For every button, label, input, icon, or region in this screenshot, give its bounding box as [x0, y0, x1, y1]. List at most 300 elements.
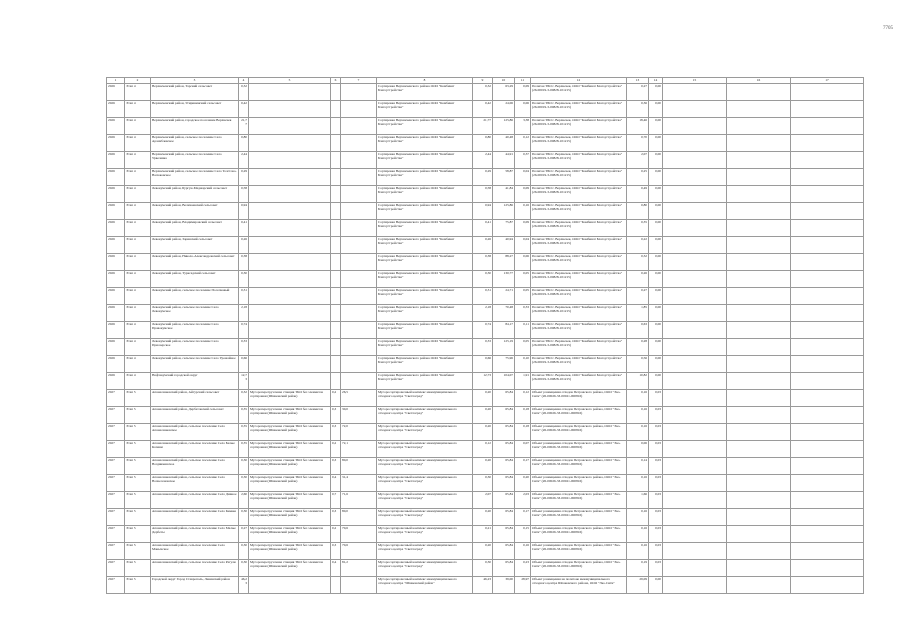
table-cell-v11: 0,09 [515, 84, 531, 101]
table-cell-tgt: Полигон ТБО г. Верхнечек, ООО "Комбинат Благоустройства" (26-00019-3-00828-101215) [531, 169, 627, 186]
table-cell-v11: 0,23 [515, 560, 531, 577]
table-cell-v11: 0,18 [515, 424, 531, 441]
table-cell-dst: Мусоросортировочный комплекс межмуниципального отходного центра "Светлоград" [377, 526, 473, 543]
table-cell-year: 2027 [107, 560, 125, 577]
table-cell-v4: 0,32 [239, 390, 249, 407]
table-cell-v14: 0,03 [649, 441, 663, 458]
table-row [107, 339, 864, 356]
table-cell-v11: 0,05 [515, 339, 531, 356]
table-cell-place: Апанасенковский район, сельское поселение Село Малые Дербеты [151, 526, 239, 543]
table-cell-v7: 31,4 [341, 475, 377, 492]
column-number: 7 [341, 78, 377, 84]
table-cell-place: Верхнеченский район, городское поселение Верхнечек [151, 118, 239, 135]
table-cell-tgt: Объект размещения отходов Петровского района, ООО "Эко-Сити" (26-00026-3З-00021-000816) [531, 424, 627, 441]
column-number: 17 [791, 78, 864, 84]
table-cell-v11: 0,18 [515, 407, 531, 424]
table-cell-year: 2026 [107, 135, 125, 152]
table-cell-v17 [791, 186, 864, 203]
table-cell-v10: 65,84 [493, 526, 515, 543]
table-cell-stage: Этап 4 [125, 203, 151, 220]
table-cell-year: 2026 [107, 220, 125, 237]
table-cell-v14: 0,00 [649, 135, 663, 152]
table-cell-v15 [663, 373, 727, 390]
table-cell-v17 [791, 441, 864, 458]
table-cell-stage: Этап 5 [125, 543, 151, 560]
table-row [107, 118, 864, 135]
table-cell-tgt: Полигон ТБО г. Верхнечек, ООО "Комбинат Благоустройства" (26-00019-3-00828-101215) [531, 101, 627, 118]
table-cell-v6 [331, 288, 341, 305]
table-cell-v11: 0,33 [515, 305, 531, 322]
table-cell-src [249, 84, 331, 101]
table-cell-v10: 88,27 [493, 254, 515, 271]
table-cell-src: Мусороперегрузочная станция ТКО без элементов сортировки (Шпаковский район) [249, 543, 331, 560]
table-cell-place: Апанасенковский район, сельское поселение Село Дивное [151, 492, 239, 509]
table-cell-stage: Этап 4 [125, 322, 151, 339]
table-cell-v7 [341, 288, 377, 305]
table-cell-v16 [727, 288, 791, 305]
table-cell-v9: 0,30 [473, 271, 493, 288]
table-row [107, 509, 864, 526]
table-cell-v13: 0,22 [627, 237, 649, 254]
table-cell-v11: 0,16 [515, 543, 531, 560]
table-cell-v16 [727, 407, 791, 424]
table-cell-v6: 0,2 [331, 441, 341, 458]
table-cell-v10: 125,19 [493, 339, 515, 356]
table-cell-v15 [663, 203, 727, 220]
table-row [107, 475, 864, 492]
table-cell-v9: 0,30 [473, 560, 493, 577]
table-cell-dst: Сортировка Верхнеченского района ООО "Комбинат Благоустройства" [377, 373, 473, 390]
table-cell-v10: 84,17 [493, 322, 515, 339]
column-number: 3 [151, 78, 239, 84]
table-cell-v17 [791, 424, 864, 441]
table-cell-v11: 3,38 [515, 118, 531, 135]
table-cell-stage: Этап 4 [125, 169, 151, 186]
table-cell-v9: 0,38 [473, 254, 493, 271]
table-cell-v4: 0,30 [239, 271, 249, 288]
table-cell-v14: 0,03 [649, 543, 663, 560]
table-cell-tgt: Полигон ТБО г. Верхнечек, ООО "Комбинат Благоустройства" (26-00019-3-00828-101215) [531, 288, 627, 305]
table-cell-year: 2027 [107, 407, 125, 424]
table-cell-stage: Этап 5 [125, 492, 151, 509]
table-cell-v14: 0,00 [649, 288, 663, 305]
table-cell-v15 [663, 424, 727, 441]
table-cell-stage: Этап 4 [125, 220, 151, 237]
table-cell-v16 [727, 441, 791, 458]
table-cell-v17 [791, 84, 864, 101]
table-cell-v15 [663, 509, 727, 526]
table-row [107, 271, 864, 288]
table-cell-src: Мусороперегрузочная станция ТКО без элементов сортировки (Шпаковский район) [249, 424, 331, 441]
table-cell-v15 [663, 220, 727, 237]
table-cell-v15 [663, 475, 727, 492]
table-cell-year: 2027 [107, 577, 125, 594]
table-cell-v17 [791, 458, 864, 475]
table-cell-v15 [663, 84, 727, 101]
table-cell-v6 [331, 220, 341, 237]
table-cell-stage: Этап 5 [125, 458, 151, 475]
table-cell-v17 [791, 101, 864, 118]
table-cell-v10: 75,96 [493, 356, 515, 373]
table-cell-v6 [331, 305, 341, 322]
table-cell-v14: 0,00 [649, 373, 663, 390]
table-cell-stage: Этап 5 [125, 526, 151, 543]
table-cell-v4: 0,94 [239, 203, 249, 220]
table-cell-dst: Сортировка Верхнеченского района ООО "Комбинат Благоустройства" [377, 152, 473, 169]
table-cell-v4: 46,23 [239, 577, 249, 594]
table-cell-v7 [341, 101, 377, 118]
table-cell-v10: 65,84 [493, 424, 515, 441]
table-cell-v14: 0,03 [649, 526, 663, 543]
table-cell-v9: 0,32 [473, 84, 493, 101]
table-cell-v7 [341, 339, 377, 356]
table-cell-tgt: Объект размещения отходов Петровского района, ООО "Эко-Сити" (26-00026-3З-00021-000816) [531, 441, 627, 458]
table-cell-v4: 0,42 [239, 101, 249, 118]
table-cell-stage: Этап 5 [125, 424, 151, 441]
column-number: 1 [107, 78, 125, 84]
table-cell-stage: Этап 4 [125, 84, 151, 101]
table-cell-tgt: Полигон ТБО г. Верхнечек, ООО "Комбинат Благоустройства" (26-00019-3-00828-101215) [531, 305, 627, 322]
table-cell-dst: Сортировка Верхнеченского района ООО "Комбинат Благоустройства" [377, 203, 473, 220]
table-cell-v6 [331, 254, 341, 271]
column-number: 6 [331, 78, 341, 84]
table-cell-v14: 0,00 [649, 186, 663, 203]
table-cell-v16 [727, 305, 791, 322]
table-cell-src [249, 577, 331, 594]
table-cell-v16 [727, 135, 791, 152]
table-cell-v9: 12,73 [473, 373, 493, 390]
table-cell-src [249, 220, 331, 237]
table-cell-tgt: Полигон ТБО г. Верхнечек, ООО "Комбинат Благоустройства" (26-00019-3-00828-101215) [531, 254, 627, 271]
table-cell-v17 [791, 203, 864, 220]
table-cell-tgt: Полигон ТБО г. Верхнечек, ООО "Комбинат Благоустройства" (26-00019-3-00828-101215) [531, 84, 627, 101]
table-cell-v4: 0,41 [239, 220, 249, 237]
table-cell-place: Апанасенковский район, сельское поселение Село Рагули [151, 560, 239, 577]
table-cell-v16 [727, 339, 791, 356]
table-cell-v14: 0,03 [649, 458, 663, 475]
table-cell-v15 [663, 237, 727, 254]
table-cell-v16 [727, 186, 791, 203]
table-cell-v6: 0,4 [331, 560, 341, 577]
table-row [107, 186, 864, 203]
table-cell-src [249, 288, 331, 305]
table-cell-v4: 0,58 [239, 186, 249, 203]
table-cell-v15 [663, 492, 727, 509]
table-cell-stage: Этап 4 [125, 118, 151, 135]
table-row [107, 152, 864, 169]
table-cell-year: 2026 [107, 305, 125, 322]
table-cell-v4: 0,74 [239, 322, 249, 339]
table-cell-v7 [341, 118, 377, 135]
table-cell-v13: 0,26 [627, 271, 649, 288]
table-cell-v17 [791, 118, 864, 135]
table-cell-place: Апанасенковский район, Айгурский сельсовет [151, 390, 239, 407]
table-cell-v13: 0,16 [627, 543, 649, 560]
table-cell-v6 [331, 186, 341, 203]
table-cell-dst: Сортировка Верхнеченского района ООО "Комбинат Благоустройства" [377, 220, 473, 237]
table-cell-stage: Этап 4 [125, 288, 151, 305]
table-cell-v7 [341, 135, 377, 152]
table-cell-v9: 0,41 [473, 220, 493, 237]
table-cell-year: 2027 [107, 492, 125, 509]
table-cell-v10: 41,84 [493, 186, 515, 203]
table-cell-v13: 0,16 [627, 407, 649, 424]
table-cell-year: 2026 [107, 101, 125, 118]
table-cell-v7: 26,5 [341, 390, 377, 407]
table-cell-v13: 2,07 [627, 152, 649, 169]
table-cell-stage: Этап 5 [125, 441, 151, 458]
table-cell-v4: 0,80 [239, 135, 249, 152]
table-cell-year: 2027 [107, 475, 125, 492]
column-number: 12 [531, 78, 627, 84]
table-cell-v13: 0,19 [627, 560, 649, 577]
table-cell-v13: 0,56 [627, 356, 649, 373]
table-cell-v6: 0,3 [331, 458, 341, 475]
table-cell-place: Апанасенковский район, сельское поселение Село Воздвиженское [151, 458, 239, 475]
table-cell-v6 [331, 84, 341, 101]
table-cell-v9: 0,20 [473, 509, 493, 526]
table-cell-v10: 130,77 [493, 271, 515, 288]
table-cell-v7: 72,0 [341, 424, 377, 441]
table-cell-v4: 12,73 [239, 373, 249, 390]
table-cell-v16 [727, 237, 791, 254]
table-cell-tgt: Объект размещения отходов Петровского района, ООО "Эко-Сити" (26-00026-3З-00021-000816) [531, 458, 627, 475]
table-cell-dst: Сортировка Верхнеченского района ООО "Комбинат Благоустройства" [377, 101, 473, 118]
table-cell-v15 [663, 322, 727, 339]
table-cell-v6: 0,7 [331, 492, 341, 509]
table-cell-place: Апанасенковский район, сельское поселение Село Киевка [151, 509, 239, 526]
column-number: 9 [473, 78, 493, 84]
table-cell-place: Верхнеченский район, Тарский сельсовет [151, 84, 239, 101]
table-row [107, 237, 864, 254]
table-cell-v13: 0,06 [627, 441, 649, 458]
table-cell-v14: 0,03 [649, 390, 663, 407]
table-cell-v15 [663, 271, 727, 288]
table-cell-tgt: Полигон ТБО г. Верхнечек, ООО "Комбинат Благоустройства" (26-00019-3-00828-101215) [531, 322, 627, 339]
table-cell-tgt: Полигон ТБО г. Верхнечек, ООО "Комбинат Благоустройства" (26-00019-3-00828-101215) [531, 237, 627, 254]
table-cell-v9: 0,42 [473, 101, 493, 118]
table-cell-v7 [341, 322, 377, 339]
table-cell-year: 2026 [107, 271, 125, 288]
table-cell-v4: 0,32 [239, 84, 249, 101]
table-cell-v10: 125,86 [493, 203, 515, 220]
table-cell-dst: Мусоросортировочный комплекс межмуниципального отходного центра "Светлоград" [377, 543, 473, 560]
table-cell-v15 [663, 101, 727, 118]
table-cell-v13: 1,85 [627, 305, 649, 322]
table-cell-stage: Этап 4 [125, 373, 151, 390]
column-number: 11 [515, 78, 531, 84]
table-cell-v7: 80,0 [341, 458, 377, 475]
table-cell-v14: 0,00 [649, 271, 663, 288]
table-cell-v16 [727, 254, 791, 271]
table-cell-v14: 0,00 [649, 356, 663, 373]
table-cell-v11: 0,20 [515, 475, 531, 492]
table-cell-stage: Этап 4 [125, 152, 151, 169]
table-cell-v6 [331, 152, 341, 169]
table-cell-v4: 2,60 [239, 492, 249, 509]
table-cell-v10: 40,94 [493, 237, 515, 254]
table-cell-place: Апанасенковский район, сельское поселение Село Белые Копани [151, 441, 239, 458]
table-row [107, 543, 864, 560]
table-cell-v13: 0,14 [627, 458, 649, 475]
table-cell-v16 [727, 101, 791, 118]
table-cell-v11: 0,12 [515, 390, 531, 407]
table-cell-v10: 65,84 [493, 492, 515, 509]
table-cell-place: Городской округ Город Ставрополь, Ленинский район [151, 577, 239, 594]
table-cell-dst: Мусоросортировочный комплекс межмуниципального отходного центра "Светлоград" [377, 509, 473, 526]
table-cell-v17 [791, 135, 864, 152]
table-cell-tgt: Объект размещения отходов Петровского района, ООО "Эко-Сити" (26-00026-3З-00021-000816) [531, 407, 627, 424]
table-cell-v9: 0,20 [473, 407, 493, 424]
table-cell-place: Верхнеченский район, сельское поселение Село Толстово-Васюковское [151, 169, 239, 186]
table-cell-tgt: Полигон ТБО г. Верхнечек, ООО "Комбинат Благоустройства" (26-00019-3-00828-101215) [531, 373, 627, 390]
table-cell-v6: 0,4 [331, 475, 341, 492]
table-cell-v7: 30,0 [341, 407, 377, 424]
table-cell-dst: Сортировка Верхнеченского района ООО "Комбинат Благоустройства" [377, 305, 473, 322]
table-cell-dst: Мусоросортировочный комплекс межмуниципального отходного центра "Светлоград" [377, 390, 473, 407]
table-cell-tgt: Полигон ТБО г. Верхнечек, ООО "Комбинат Благоустройства" (26-00019-3-00828-101215) [531, 118, 627, 135]
table-cell-v11: 0,07 [515, 441, 531, 458]
table-cell-v7: 81,2 [341, 560, 377, 577]
table-cell-v10: 63,29 [493, 84, 515, 101]
table-cell-place: Нефтекумский городской округ [151, 373, 239, 390]
register-table [106, 77, 864, 594]
table-cell-v13: 0,80 [627, 203, 649, 220]
table-cell-v10: 75,87 [493, 220, 515, 237]
table-cell-src [249, 237, 331, 254]
table-cell-v11: 28,97 [515, 577, 531, 594]
table-cell-v7 [341, 169, 377, 186]
table-cell-v9: 0,12 [473, 441, 493, 458]
table-cell-v7: 70,6 [341, 526, 377, 543]
table-cell-v17 [791, 373, 864, 390]
table-cell-v14: 0,03 [649, 509, 663, 526]
table-cell-v17 [791, 492, 864, 509]
table-cell-stage: Этап 5 [125, 560, 151, 577]
table-cell-v4: 0,38 [239, 254, 249, 271]
table-cell-place: Левокумский район, сельское поселение Село Правокумское [151, 322, 239, 339]
table-cell-year: 2026 [107, 118, 125, 135]
table-cell-v14: 0,00 [649, 339, 663, 356]
table-cell-v4: 0,30 [239, 475, 249, 492]
table-cell-place: Левокумский район, сельское поселение Село Приозерское [151, 339, 239, 356]
table-row [107, 135, 864, 152]
table-cell-v14: 0,03 [649, 424, 663, 441]
table-cell-tgt: Объект размещения отходов Петровского района, ООО "Эко-Сити" (26-00026-3З-00021-000816) [531, 543, 627, 560]
table-cell-v10: 40,48 [493, 135, 515, 152]
table-cell-dst: Мусоросортировочный комплекс межмуниципального отходного центра "Светлоград" [377, 458, 473, 475]
table-cell-v13: 29,09 [627, 577, 649, 594]
table-cell-v11: 1,91 [515, 373, 531, 390]
table-row [107, 305, 864, 322]
table-cell-v10: 125,86 [493, 118, 515, 135]
table-cell-src: Мусороперегрузочная станция ТКО без элементов сортировки (Шпаковский район) [249, 390, 331, 407]
table-cell-v11: 0,10 [515, 356, 531, 373]
table-cell-v10: 24,06 [493, 101, 515, 118]
table-cell-v4: 0,27 [239, 526, 249, 543]
table-cell-v6 [331, 169, 341, 186]
column-number: 2 [125, 78, 151, 84]
table-cell-v15 [663, 152, 727, 169]
table-cell-v15 [663, 118, 727, 135]
table-cell-v4: 2,18 [239, 305, 249, 322]
table-cell-v11: 0,04 [515, 237, 531, 254]
table-cell-v15 [663, 305, 727, 322]
table-cell-v10: 65,84 [493, 543, 515, 560]
table-cell-place: Левокумский район, Турксадский сельсовет [151, 271, 239, 288]
table-cell-v16 [727, 560, 791, 577]
table-cell-v17 [791, 543, 864, 560]
page-number: 7705 [883, 26, 893, 31]
table-cell-place: Левокумский район, Величаевский сельсовет [151, 203, 239, 220]
table-cell-v9: 2,07 [473, 492, 493, 509]
table-cell-dst: Мусоросортировочный комплекс межмуниципального отходного центра "Светлоград" [377, 424, 473, 441]
table-cell-stage: Этап 4 [125, 254, 151, 271]
table-cell-tgt: Полигон ТБО г. Верхнечек, ООО "Комбинат Благоустройства" (26-00019-3-00828-101215) [531, 135, 627, 152]
table-cell-year: 2027 [107, 526, 125, 543]
table-row [107, 322, 864, 339]
table-cell-year: 2026 [107, 237, 125, 254]
table-cell-v9: 46,23 [473, 577, 493, 594]
table-cell-v9: 2,18 [473, 305, 493, 322]
table-cell-v6: 0,3 [331, 509, 341, 526]
table-cell-stage: Этап 4 [125, 237, 151, 254]
table-cell-v16 [727, 118, 791, 135]
table-cell-v6 [331, 373, 341, 390]
table-cell-stage: Этап 4 [125, 101, 151, 118]
table-cell-v11: 0,06 [515, 101, 531, 118]
table-cell-v11: 0,06 [515, 254, 531, 271]
table-cell-v16 [727, 373, 791, 390]
table-cell-v10: 58,87 [493, 169, 515, 186]
table-cell-dst: Сортировка Верхнеченского района ООО "Комбинат Благоустройства" [377, 84, 473, 101]
table-cell-src [249, 271, 331, 288]
table-cell-v6 [331, 135, 341, 152]
table-cell-v15 [663, 339, 727, 356]
table-cell-src [249, 322, 331, 339]
table-cell-v13: 0,63 [627, 322, 649, 339]
table-cell-v13: 0,49 [627, 186, 649, 203]
column-number: 16 [727, 78, 791, 84]
table-cell-v13: 10,82 [627, 373, 649, 390]
table-cell-v14: 0,00 [649, 322, 663, 339]
table-cell-v17 [791, 169, 864, 186]
table-cell-v17 [791, 577, 864, 594]
table-cell-v6 [331, 356, 341, 373]
table-cell-v4: 0,35 [239, 424, 249, 441]
column-number: 5 [249, 78, 331, 84]
table-cell-v13: 18,46 [627, 118, 649, 135]
table-cell-v17 [791, 220, 864, 237]
table-cell-v7 [341, 220, 377, 237]
table-cell-dst: Сортировка Верхнеченского района ООО "Комбинат Благоустройства" [377, 356, 473, 373]
table-cell-v7 [341, 356, 377, 373]
table-cell-v11: 0,05 [515, 271, 531, 288]
table-cell-v6: 0,3 [331, 407, 341, 424]
table-cell-v17 [791, 390, 864, 407]
table-cell-src [249, 356, 331, 373]
table-cell-place: Левокумский район, Заринский сельсовет [151, 237, 239, 254]
table-cell-v4: 0,66 [239, 356, 249, 373]
table-cell-v17 [791, 475, 864, 492]
table-cell-v17 [791, 322, 864, 339]
table-cell-dst: Мусоросортировочный комплекс межмуниципального отходного центра "Светлоград" [377, 441, 473, 458]
column-number: 10 [493, 78, 515, 84]
table-cell-v11: 0,12 [515, 135, 531, 152]
table-cell-year: 2026 [107, 84, 125, 101]
table-cell-tgt: Полигон ТБО г. Верхнечек, ООО "Комбинат Благоустройства" (26-00019-3-00828-101215) [531, 203, 627, 220]
table-cell-tgt: Полигон ТБО г. Верхнечек, ООО "Комбинат Благоустройства" (26-00019-3-00828-101215) [531, 220, 627, 237]
